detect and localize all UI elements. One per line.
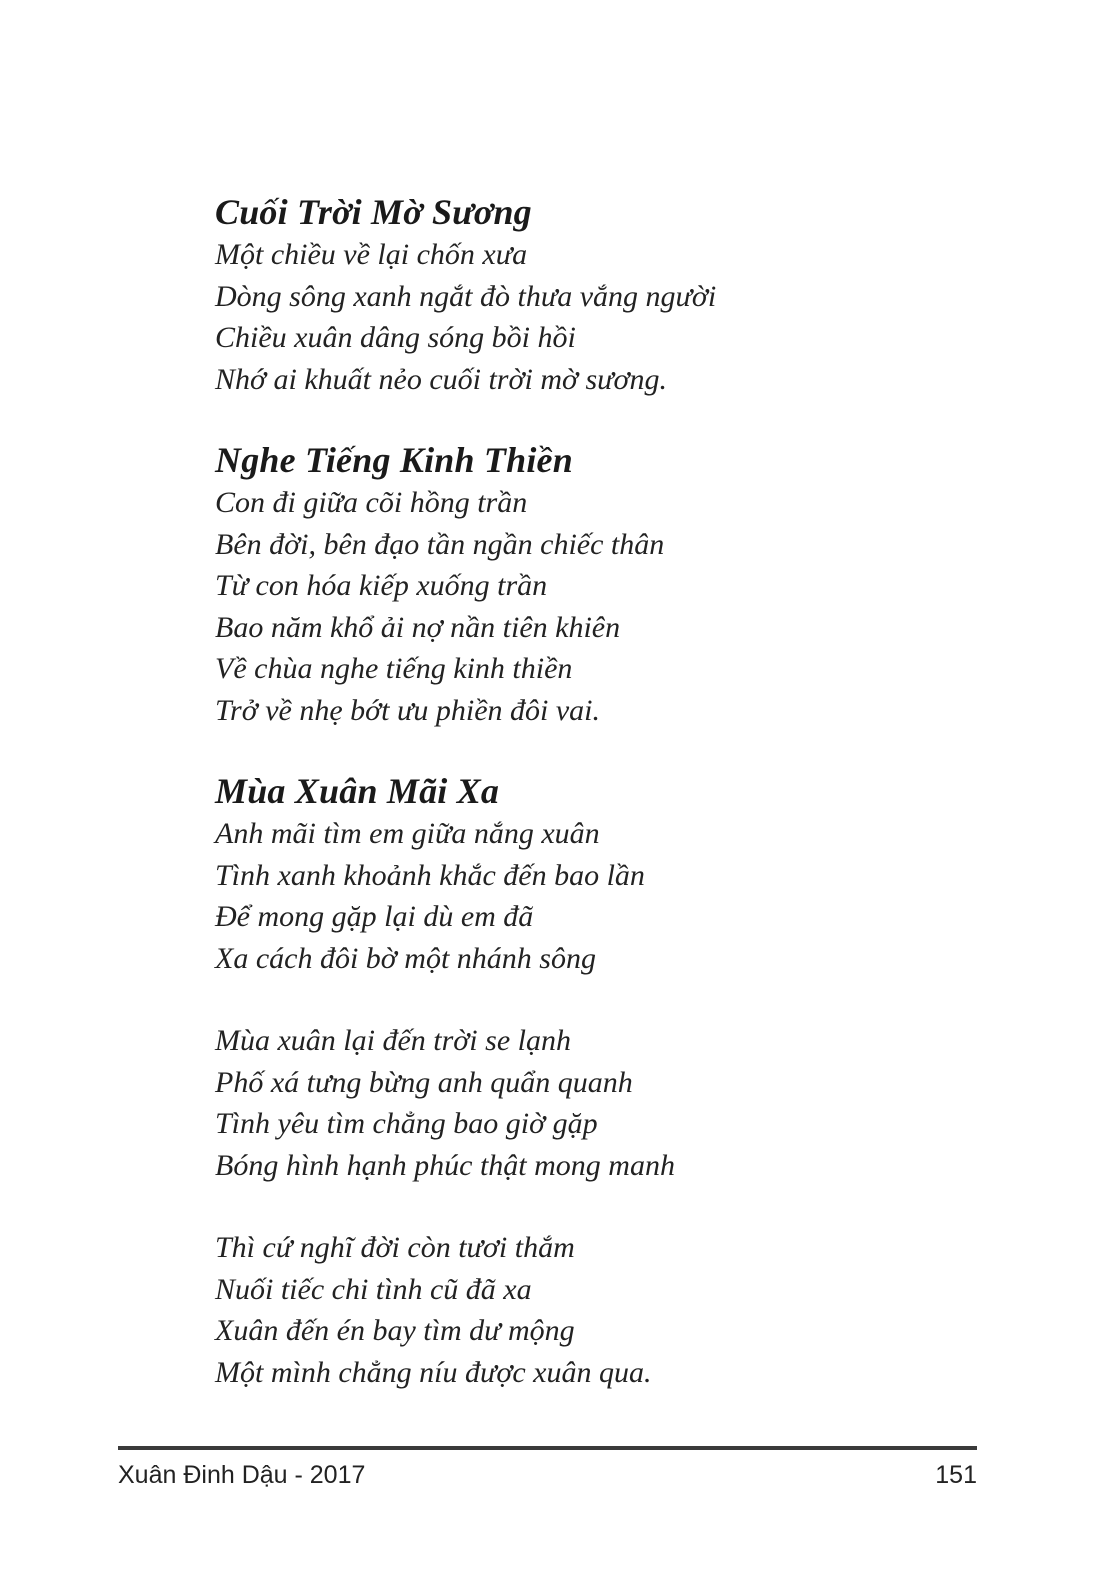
verse-line: Một chiều về lại chốn xưa — [215, 238, 528, 271]
stanza — [215, 1227, 1035, 1393]
poem — [215, 769, 1035, 1393]
poem — [215, 438, 1035, 731]
verse-line: Nhớ ai khuất nẻo cuối trời mờ sương. — [215, 362, 668, 396]
stanza — [215, 1020, 1035, 1186]
verse-line: Bao năm khổ ải nợ nần tiên khiên — [215, 610, 621, 644]
verse-line: Anh mãi tìm em giữa nắng xuân — [215, 817, 600, 850]
stanza — [215, 234, 1035, 400]
footer-divider — [118, 1446, 977, 1450]
verse-line: Con đi giữa cõi hồng trần — [215, 486, 528, 519]
stanza — [215, 813, 1035, 979]
verse-line: Để mong gặp lại dù em đã — [215, 900, 534, 933]
verse-line: Xa cách đôi bờ một nhánh sông — [215, 941, 596, 975]
poems-column — [215, 190, 1035, 1393]
verse-line: Phố xá tưng bừng anh quẩn quanh — [215, 1065, 633, 1099]
poem-title: Mùa Xuân Mãi Xa — [215, 771, 500, 811]
verse-line: Về chùa nghe tiếng kinh thiền — [215, 652, 573, 685]
verse-line: Chiều xuân dâng sóng bồi hồi — [215, 321, 576, 354]
verse-line: Nuối tiếc chi tình cũ đã xa — [215, 1272, 532, 1306]
stanza — [215, 482, 1035, 731]
verse-line: Tình xanh khoảnh khắc đến bao lần — [215, 858, 645, 892]
verse-line: Thì cứ nghĩ đời còn tươi thắm — [215, 1231, 575, 1264]
verse-line: Bên đời, bên đạo tần ngần chiếc thân — [215, 527, 665, 561]
verse-line: Xuân đến én bay tìm dư mộng — [215, 1314, 575, 1347]
verse-line: Dòng sông xanh ngắt đò thưa vắng người — [215, 279, 717, 313]
verse-line: Từ con hóa kiếp xuống trần — [215, 569, 548, 602]
page-number: 151 — [935, 1461, 977, 1489]
verse-line: Một mình chẳng níu được xuân qua. — [215, 1355, 652, 1389]
poem-title: Nghe Tiếng Kinh Thiền — [215, 440, 573, 480]
verse-line: Trở về nhẹ bớt ưu phiền đôi vai. — [215, 693, 601, 727]
verse-line: Mùa xuân lại đến trời se lạnh — [215, 1024, 571, 1057]
footer-publication: Xuân Đinh Dậu - 2017 — [118, 1461, 366, 1489]
poem — [215, 190, 1035, 400]
verse-line: Tình yêu tìm chẳng bao giờ gặp — [215, 1107, 598, 1140]
verse-line: Bóng hình hạnh phúc thật mong manh — [215, 1148, 675, 1182]
poem-title: Cuối Trời Mờ Sương — [215, 192, 532, 232]
